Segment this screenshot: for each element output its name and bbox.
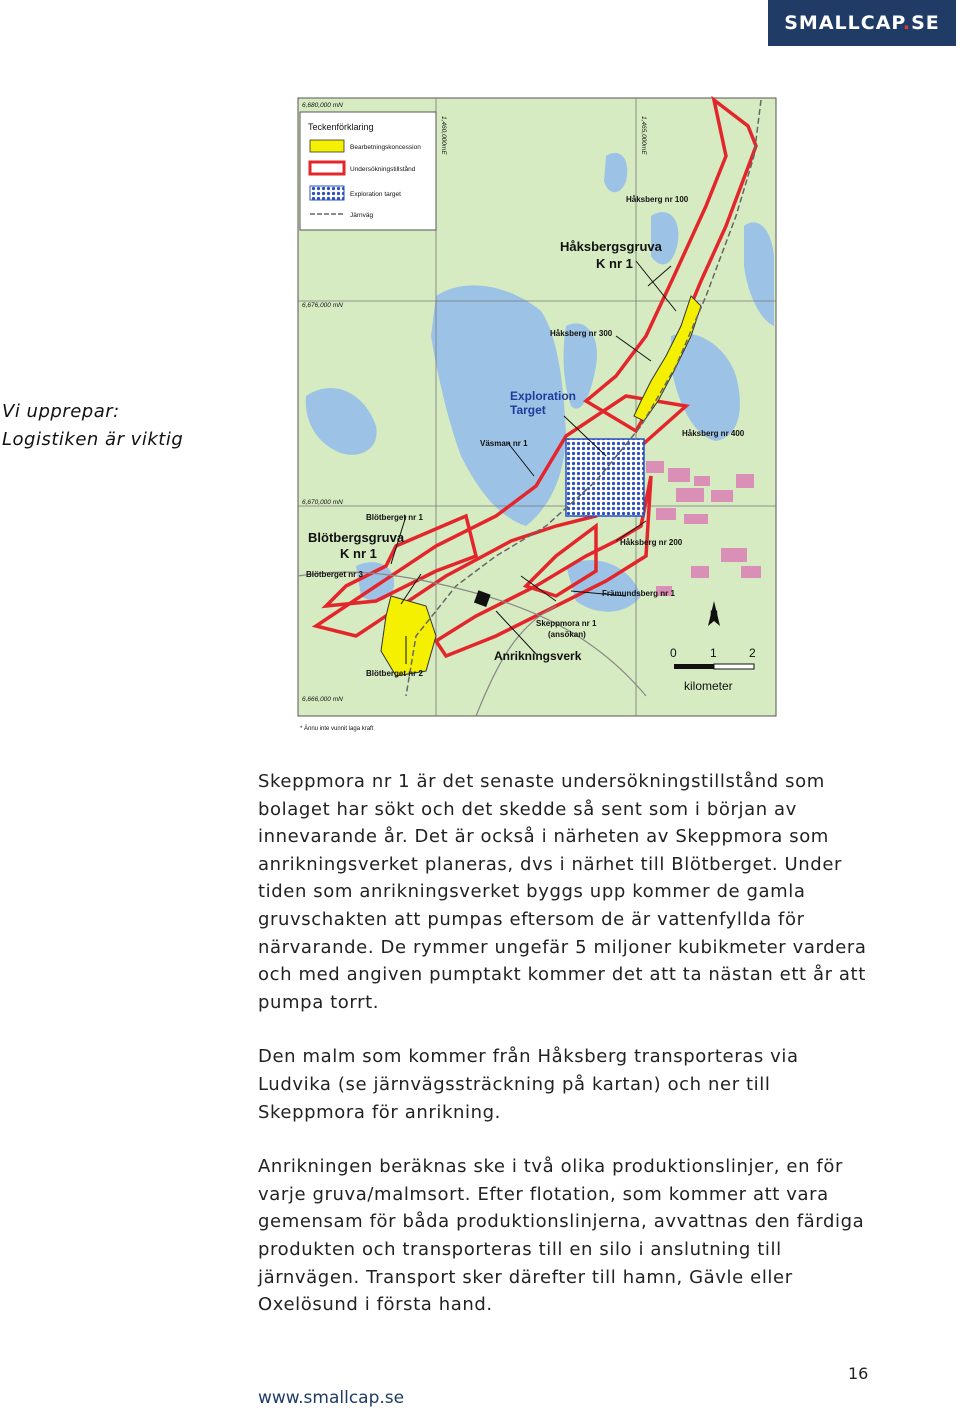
paragraph-3: Anrikningen beräknas ske i två olika produktionslinjer, en för varje gruva/malmsort. Efter flotation, som kommer att vara gemensam för båda produktionslinjerna, avvattnas den färdiga produkten och transporteras till en silo i anslutning till järnvägen. Transport sker därefter till hamn, Gävle eller Oxelösund i första hand. [258, 1156, 865, 1316]
label-exploration: Exploration [510, 389, 577, 403]
northing-label-4: 6,666,000 mN [302, 696, 343, 703]
label-knr1-left: K nr 1 [340, 546, 377, 561]
label-blotbergsgruva: Blötbergsgruva [308, 530, 405, 545]
northing-label-3: 6,670,000 mN [302, 499, 343, 506]
scale-1: 1 [710, 646, 717, 660]
sidebar-line-1: Vi upprepar: [2, 401, 120, 422]
map-footnote: * Ännu inte vunnit laga kraft [300, 726, 374, 732]
northing-label-2: 6,676,000 mN [302, 302, 343, 309]
article-body [258, 768, 878, 1346]
label-knr1-top: K nr 1 [596, 256, 633, 271]
concession-map [296, 96, 780, 736]
logo-dot: . [902, 12, 912, 34]
legend-item-target: Exploration target [350, 191, 401, 198]
easting-label-1: 1,460,000mE [440, 116, 447, 155]
footer-url[interactable]: www.smallcap.se [258, 1388, 405, 1408]
label-haksberg-200: Håksberg nr 200 [620, 538, 683, 547]
legend-item-concession: Bearbetningskoncession [350, 144, 421, 151]
sidebar-callout [2, 398, 242, 454]
scale-0: 0 [670, 646, 677, 660]
logo-suffix: SE [911, 12, 940, 34]
label-skeppmora: Skeppmora nr 1 [536, 619, 597, 628]
legend-item-railway: Järnväg [350, 212, 374, 219]
north-label: N [710, 609, 718, 621]
northing-label-1: 6,680,000 mN [302, 102, 343, 109]
label-ansokan: (ansökan) [548, 630, 586, 639]
label-blotberget-1: Blötberget nr 1 [366, 513, 423, 522]
label-vasman: Väsman nr 1 [480, 439, 528, 448]
page-number: 16 [848, 1364, 869, 1383]
legend-title: Teckenförklaring [308, 122, 374, 132]
map-legend [300, 112, 436, 230]
scale-unit: kilometer [684, 679, 733, 693]
logo-text: SMALLCAP [784, 12, 903, 34]
easting-label-2: 1,465,000mE [640, 116, 647, 155]
label-haksbergsgruva: Håksbergsgruva [560, 239, 662, 254]
exploration-target-area [566, 439, 644, 516]
label-haksberg-300: Håksberg nr 300 [550, 329, 613, 338]
label-haksberg-400: Håksberg nr 400 [682, 429, 745, 438]
label-blotberget-2: Blötberget nr 2 [366, 669, 423, 678]
sidebar-line-2: Logistiken är viktig [2, 429, 184, 450]
paragraph-2: Den malm som kommer från Håksberg transporteras via Ludvika (se järnvägssträckning på kartan) och ner till Skeppmora för anrikning. [258, 1046, 799, 1123]
label-blotberget-3: Blötberget nr 3 [306, 570, 363, 579]
label-target: Target [510, 403, 546, 417]
smallcap-logo [768, 0, 956, 46]
label-haksberg-100: Håksberg nr 100 [626, 195, 689, 204]
paragraph-1: Skeppmora nr 1 är det senaste undersökningstillstånd som bolaget har sökt och det skedde så sent som i början av innevarande år. Det är också i närheten av Skeppmora som anrikningsverket planeras, dvs i närhet till Blötberget. Under tiden som anrikningsverket byggs upp kommer de gamla gruvschakten att pumpas eftersom de är vattenfyllda för närvarande. De rymmer ungefär 5 miljoner kubikmeter vardera och med angiven pumptakt kommer det att ta nästan ett år att pumpa torrt. [258, 771, 867, 1013]
label-framundsberg: Främundsberg nr 1 [602, 589, 675, 598]
label-anrikningsverk: Anrikningsverk [494, 649, 582, 663]
scale-2: 2 [749, 646, 756, 660]
legend-item-permit: Undersökningstillstånd [350, 166, 416, 173]
